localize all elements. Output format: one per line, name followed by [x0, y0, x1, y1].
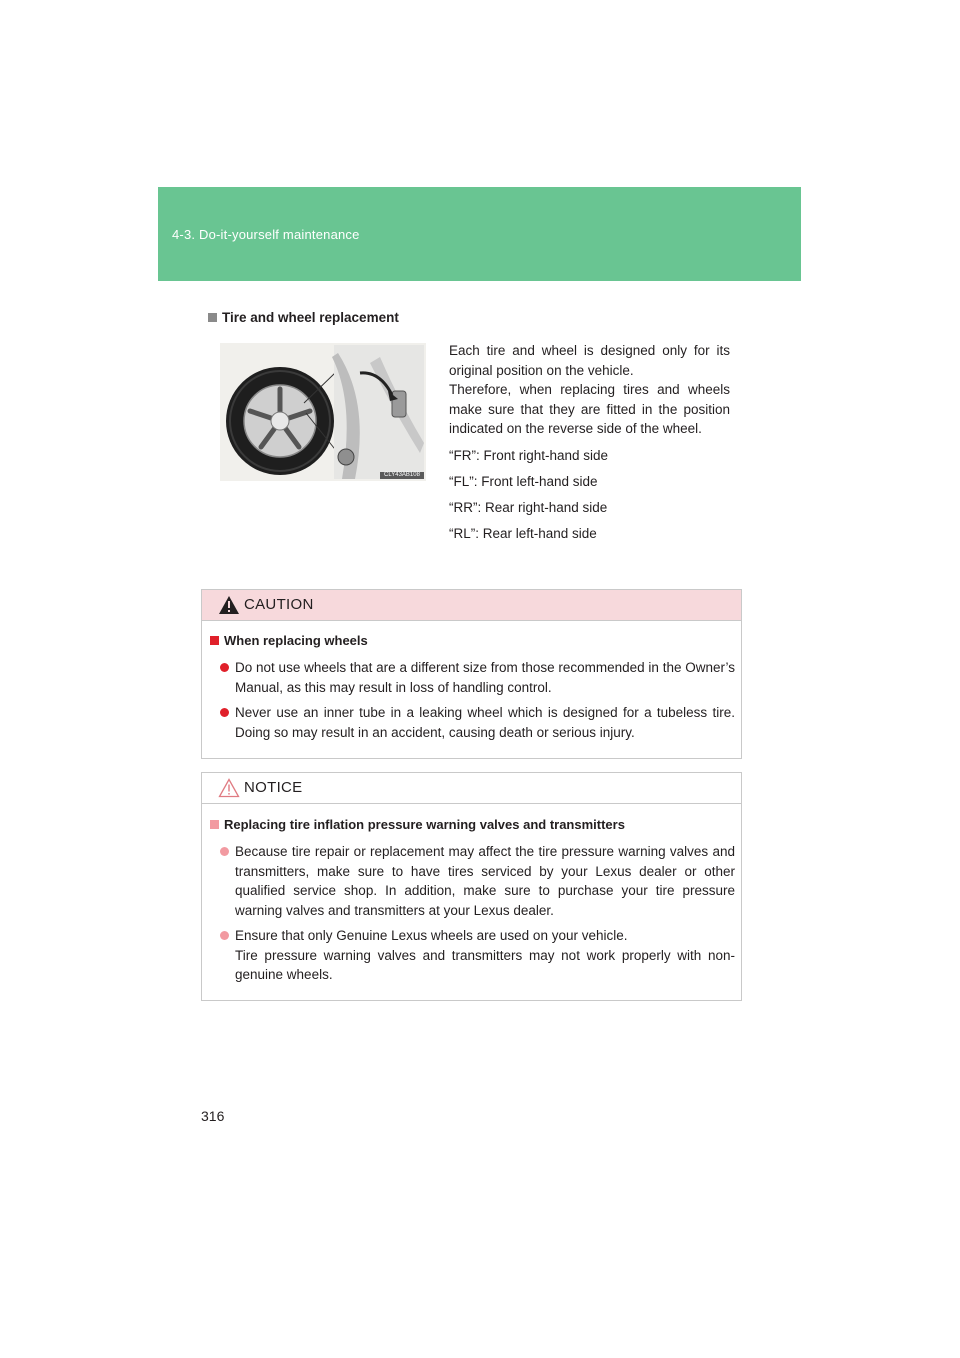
notice-title: NOTICE: [244, 779, 303, 796]
square-bullet-icon: [208, 313, 217, 322]
bullet-dot-icon: [220, 847, 229, 856]
section-header-band: [158, 187, 801, 281]
wheel-position-list: [449, 443, 608, 547]
notice-item: [220, 842, 735, 920]
caution-title: CAUTION: [244, 596, 314, 613]
intro-line-1: Each tire and wheel is designed only for its original position on the vehicle.: [449, 343, 730, 378]
position-item: “RR”: Rear right-hand side: [449, 500, 608, 515]
caution-item-text: Never use an inner tube in a leaking wheel which is designed for a tubeless tire. Doing so may result in an accident, causing death or serious injury.: [235, 705, 735, 740]
notice-item-text: [235, 926, 735, 985]
subsection-heading: [208, 310, 399, 325]
notice-item-line: Tire pressure warning valves and transmitters may not work properly with non-genuine wheels.: [235, 947, 735, 982]
position-item: “FL”: Front left-hand side: [449, 474, 598, 489]
wheel-illustration: [220, 343, 426, 481]
position-item: “FR”: Front right-hand side: [449, 448, 609, 463]
square-bullet-icon: [210, 820, 219, 829]
notice-item-text: Because tire repair or replacement may affect the tire pressure warning valves and transmitters, make sure to have tires serviced by your Lexus dealer or other qualified service shop. In addition, make sure to purchase your tire pressure warning valves and transmitters at your Lexus dealer.: [235, 844, 735, 918]
caution-subheading-text: When replacing wheels: [224, 633, 368, 648]
caution-item: [220, 658, 735, 697]
subsection-title: Tire and wheel replacement: [222, 310, 399, 325]
caution-header: [202, 590, 741, 621]
caution-item: [220, 703, 735, 742]
position-item: “RL”: Rear left-hand side: [449, 526, 597, 541]
wheel-illustration-svg: [220, 343, 426, 481]
notice-subheading: [210, 817, 625, 832]
figure-code-label: CLY43AB108: [380, 472, 424, 479]
caution-item-text: Do not use wheels that are a different size from those recommended in the Owner’s Manual, as this may result in loss of handling control.: [235, 660, 735, 695]
section-title: 4-3. Do-it-yourself maintenance: [172, 227, 360, 242]
notice-triangle-icon: [218, 778, 240, 798]
intro-text: [449, 341, 730, 439]
bullet-dot-icon: [220, 931, 229, 940]
notice-item-line: Ensure that only Genuine Lexus wheels are used on your vehicle.: [235, 928, 628, 943]
notice-header: [202, 773, 741, 804]
intro-line-2: Therefore, when replacing tires and wheels make sure that they are fitted in the position indicated on the reverse side of the wheel.: [449, 382, 730, 436]
warning-triangle-icon: [218, 595, 240, 615]
page-number: 316: [201, 1108, 225, 1124]
caution-subheading: [210, 633, 368, 648]
notice-item: [220, 926, 735, 985]
caution-box: [201, 589, 742, 759]
bullet-dot-icon: [220, 708, 229, 717]
notice-box: [201, 772, 742, 1001]
bullet-dot-icon: [220, 663, 229, 672]
notice-subheading-text: Replacing tire inflation pressure warning valves and transmitters: [224, 817, 625, 832]
square-bullet-icon: [210, 636, 219, 645]
